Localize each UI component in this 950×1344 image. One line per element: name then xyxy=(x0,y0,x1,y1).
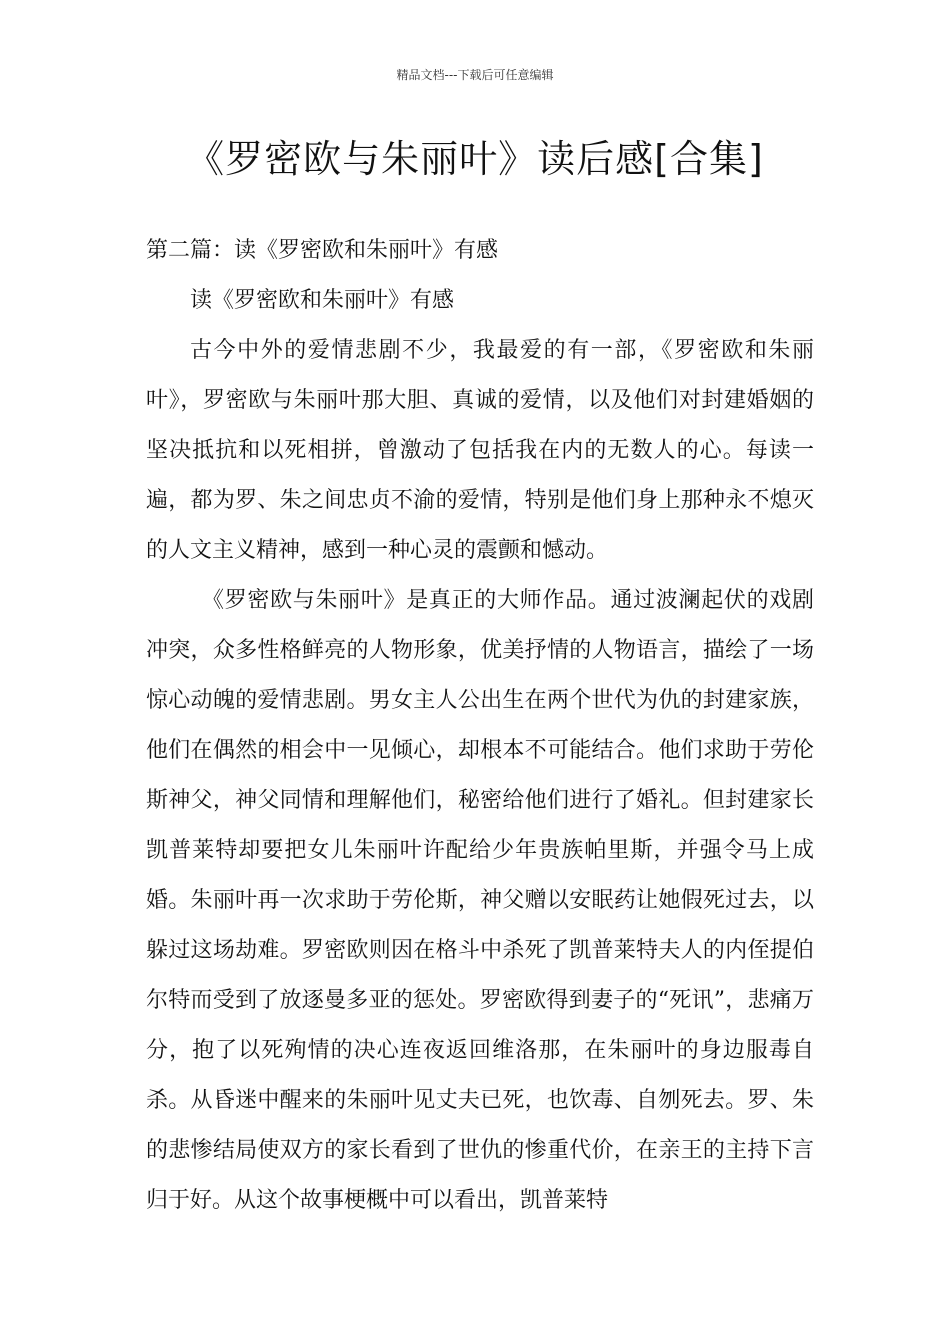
document-title: 《罗密欧与朱丽叶》读后感[合集] xyxy=(186,137,764,181)
sub-heading: 读《罗密欧和朱丽叶》有感 xyxy=(190,288,455,313)
paragraph: 古今中外的爱情悲剧不少，我最爱的有一部，《罗密欧和朱丽叶》，罗密欧与朱丽叶那大胆、真诚的爱情，以及他们对封建婚姻的坚决抵抗和以死相拼，曾激动了包括我在内的无数人的心。每读一遍，都为罗、朱之间忠贞不渝的爱情，特别是他们身上那种永不熄灭的人文主义精神，感到一种心灵的震颤和憾动。 xyxy=(146,338,814,563)
section-heading: 第二篇：读《罗密欧和朱丽叶》有感 xyxy=(146,238,499,263)
paragraph-block-2 xyxy=(146,576,814,1226)
paragraph-block-1 xyxy=(146,326,814,576)
paragraph: 《罗密欧与朱丽叶》是真正的大师作品。通过波澜起伏的戏剧冲突，众多性格鲜亮的人物形象，优美抒情的人物语言，描绘了一场惊心动魄的爱情悲剧。男女主人公出生在两个世代为仇的封建家族，他们在偶然的相会中一见倾心，却根本不可能结合。他们求助于劳伦斯神父，神父同情和理解他们，秘密给他们进行了婚礼。但封建家长凯普莱特却要把女儿朱丽叶许配给少年贵族帕里斯，并强令马上成婚。朱丽叶再一次求助于劳伦斯，神父赠以安眠药让她假死过去，以躲过这场劫难。罗密欧则因在格斗中杀死了凯普莱特夫人的内侄提伯尔特而受到了放逐曼多亚的惩处。罗密欧得到妻子的“死讯”，悲痛万分，抱了以死殉情的决心连夜返回维洛那，在朱丽叶的身边服毒自杀。从昏迷中醒来的朱丽叶见丈夫已死，也饮毒、自刎死去。罗、朱的悲惨结局使双方的家长看到了世仇的惨重代价，在亲王的主持下言归于好。从这个故事梗概中可以看出，凯普莱特 xyxy=(146,588,814,1213)
header-note: 精品文档---下载后可任意编辑 xyxy=(396,68,554,82)
